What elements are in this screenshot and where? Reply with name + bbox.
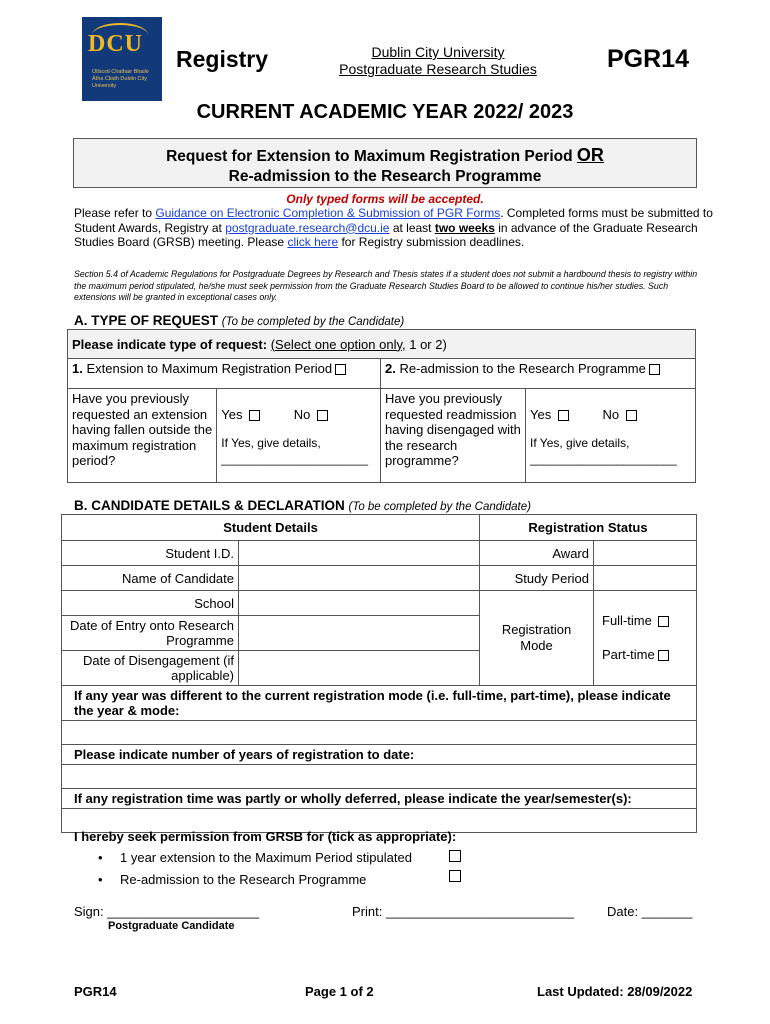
section-b-title: B. CANDIDATE DETAILS & DECLARATION <box>74 498 345 513</box>
full-time-checkbox[interactable] <box>658 616 669 627</box>
option-1-label: Extension to Maximum Registration Period <box>86 361 333 376</box>
option-2-number: 2. <box>385 361 396 376</box>
registry-heading: Registry <box>176 46 269 72</box>
dcu-logo <box>82 17 162 101</box>
student-id-input[interactable] <box>239 541 480 566</box>
deferred-question: If any registration time was partly or wholly deferred, please indicate the year/semester(s): <box>62 789 697 809</box>
date-disengagement-label: Date of Disengagement (if applicable) <box>62 651 239 686</box>
readmission-checkbox[interactable] <box>449 870 461 882</box>
option-2-answer-cell <box>526 389 696 483</box>
intro-text: at least <box>389 220 435 235</box>
years-question: Please indicate number of years of registration to date: <box>62 745 697 765</box>
declaration-list <box>74 850 494 894</box>
list-item <box>74 850 494 872</box>
department-name: Postgraduate Research Studies <box>339 61 537 77</box>
logo-subtitle: Ollscoil Chathair Bhaile Átha Cliath Dublin City University <box>92 69 149 89</box>
footer-last-updated: Last Updated: 28/09/2022 <box>537 984 693 999</box>
intro-text: . Completed forms must be submitted to Student Awards, Registry at <box>74 206 713 235</box>
intro-text: for Registry submission deadlines. <box>338 235 525 249</box>
if-yes-label: If Yes, give details, <box>530 436 630 450</box>
yes-label: Yes <box>530 407 552 422</box>
university-name: Dublin City University <box>371 44 505 60</box>
candidate-details-table <box>61 514 697 833</box>
title-line2: Re-admission to the Research Programme <box>228 168 542 185</box>
date-entry-input[interactable] <box>239 616 480 651</box>
date-disengagement-input[interactable] <box>239 651 480 686</box>
details-field-1[interactable]: ______________________ <box>221 452 369 466</box>
mode-answer-input[interactable] <box>62 721 697 745</box>
candidate-name-label: Name of Candidate <box>62 566 239 591</box>
yes-label: Yes <box>221 407 243 422</box>
form-title-box <box>73 138 697 188</box>
title-line1: Request for Extension to Maximum Registration Period <box>166 148 573 165</box>
click-here-link[interactable]: click here <box>287 235 339 249</box>
list-item <box>74 872 494 894</box>
part-time-checkbox[interactable] <box>658 650 669 661</box>
option-1-number: 1. <box>72 361 83 376</box>
instruction-underlined: (Select one option only, <box>270 336 406 352</box>
guidance-link[interactable]: Guidance on Electronic Completion & Submission of PGR Forms <box>155 206 501 220</box>
logo-text: DCU <box>88 31 143 57</box>
intro-paragraph <box>74 206 714 250</box>
declaration-heading: I hereby seek permission from GRSB for (tick as appropriate): <box>74 829 457 844</box>
school-input[interactable] <box>239 591 480 616</box>
candidate-name-input[interactable] <box>239 566 480 591</box>
award-input[interactable] <box>594 541 697 566</box>
footer-form-code: PGR14 <box>74 984 117 999</box>
school-label: School <box>62 591 239 616</box>
student-details-header: Student Details <box>62 515 480 541</box>
extension-option-label: 1 year extension to the Maximum Period stipulated <box>120 850 412 865</box>
yes-checkbox-1[interactable] <box>249 410 260 421</box>
part-time-label: Part-time <box>602 647 655 662</box>
option-1-checkbox[interactable] <box>335 364 346 375</box>
no-label: No <box>602 407 620 422</box>
option-1-answer-cell <box>217 389 381 483</box>
email-link[interactable]: postgraduate.research@dcu.ie <box>225 220 390 235</box>
regulation-note: Section 5.4 of Academic Regulations for Postgraduate Degrees by Research and Thesis states if a student does not submit a hardbound thesis to registry within the maximum period stipulated, he/she must seek permission from the Graduate Research Studies Board to be allowed to continue his/her studies. Such extensions will be granted in exceptional cases only. <box>74 269 698 302</box>
typed-forms-warning: Only typed forms will be accepted. <box>286 192 484 206</box>
years-answer-input[interactable] <box>62 765 697 789</box>
section-b-heading <box>74 498 531 513</box>
registration-status-header: Registration Status <box>480 515 697 541</box>
date-entry-label: Date of Entry onto Research Programme <box>62 616 239 651</box>
section-a-title: A. TYPE OF REQUEST <box>74 313 219 328</box>
footer-page-number: Page 1 of 2 <box>305 984 374 999</box>
full-time-label: Full-time <box>602 613 652 628</box>
academic-year-title: CURRENT ACADEMIC YEAR 2022/ 2023 <box>196 101 574 123</box>
section-a-note: (To be completed by the Candidate) <box>221 316 405 328</box>
student-id-label: Student I.D. <box>62 541 239 566</box>
sign-subtitle: Postgraduate Candidate <box>108 920 235 932</box>
study-period-input[interactable] <box>594 566 697 591</box>
print-field[interactable]: Print: __________________________ <box>352 904 574 919</box>
no-checkbox-2[interactable] <box>626 410 637 421</box>
instruction-rest: 1 or 2) <box>405 336 447 352</box>
registration-mode-options <box>594 591 697 686</box>
if-yes-label: If Yes, give details, <box>221 436 321 450</box>
study-period-label: Study Period <box>480 566 594 591</box>
two-weeks-text: two weeks <box>434 220 495 235</box>
option-1-question: Have you previously requested an extension having fallen outside the maximum registration period? <box>68 389 217 483</box>
extension-checkbox[interactable] <box>449 850 461 862</box>
option-2-cell <box>381 359 696 389</box>
no-label: No <box>293 407 311 422</box>
option-2-checkbox[interactable] <box>649 364 660 375</box>
university-heading <box>327 44 549 78</box>
readmission-option-label: Re-admission to the Research Programme <box>120 872 367 887</box>
request-type-table <box>67 329 696 483</box>
form-code: PGR14 <box>607 45 689 73</box>
sign-field[interactable]: Sign: _____________________ <box>74 904 260 919</box>
mode-question: If any year was different to the current registration mode (i.e. full-time, part-time), please indicate the year & mode: <box>62 686 697 721</box>
intro-text: in advance of the Graduate Research Studies Board (GRSB) meeting. Please <box>74 220 698 249</box>
date-field[interactable]: Date: _______ <box>607 904 693 919</box>
option-1-cell <box>68 359 381 389</box>
registration-mode-label: Registration Mode <box>480 591 594 686</box>
yes-checkbox-2[interactable] <box>558 410 569 421</box>
title-or: OR <box>576 145 604 165</box>
details-field-2[interactable]: ______________________ <box>530 452 677 466</box>
section-b-note: (To be completed by the Candidate) <box>348 501 531 513</box>
section-a-heading <box>74 313 404 328</box>
request-instruction-cell <box>68 330 696 359</box>
intro-text: Please refer to <box>74 206 156 220</box>
no-checkbox-1[interactable] <box>317 410 328 421</box>
option-2-question: Have you previously requested readmission having disengaged with the research programme? <box>381 389 526 483</box>
option-2-label: Re-admission to the Research Programme <box>399 361 646 376</box>
instruction-bold: Please indicate type of request: <box>72 336 268 352</box>
award-label: Award <box>480 541 594 566</box>
